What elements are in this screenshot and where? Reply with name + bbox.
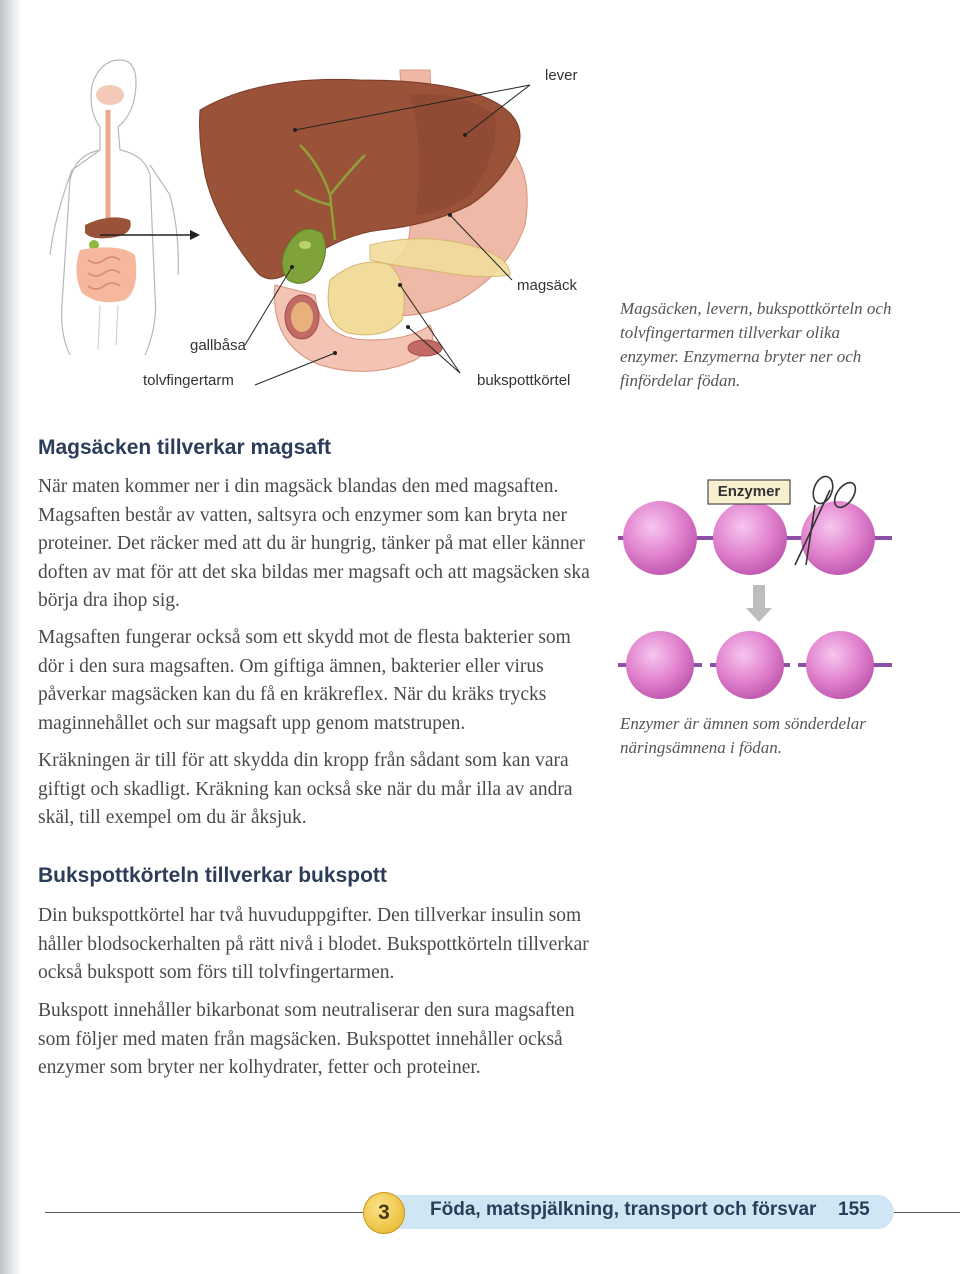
section2-paragraph-1: Din bukspottkörtel har två huvuduppgifter. Den tillverkar insulin som håller blodsockerhalten på rätt nivå i blodet. Bukspottkörteln tillverkar också bukspott som förs till tolvfingertarmen. xyxy=(38,905,589,983)
enzyme-illustration xyxy=(610,470,910,705)
digestive-organs-figure xyxy=(30,55,590,405)
footer-rule-left xyxy=(45,1212,365,1213)
molecule-ball xyxy=(801,501,875,575)
section1-paragraph-3: Kräkningen är till för att skydda din kropp från sådant som kan vara giftigt och skadligt. Kräkning kan också ske när du mår illa av andra skäl, till exempel om du är åksjuk. xyxy=(38,750,573,828)
section1-paragraph-2: Magsaften fungerar också som ett skydd mot de flesta bakterier som dör i den sura magsaften. Om giftiga ämnen, bakterier eller virus påverkar magsäcken kan du få en kräkreflex. När du kräks trycks maginnehållet och sur magsaft upp genom matstrupen. xyxy=(38,627,571,734)
enzymer-label: Enzymer xyxy=(717,483,781,500)
label-magsack: magsäck xyxy=(517,277,578,294)
molecule-ball xyxy=(716,631,784,699)
footer-rule-right xyxy=(893,1212,960,1213)
molecule-ball xyxy=(806,631,874,699)
label-bukspottkortel: bukspottkörtel xyxy=(477,372,571,389)
digestive-organs-illustration xyxy=(30,55,590,405)
label-gallbasa: gallbåsa xyxy=(190,337,246,354)
enzyme-figure-caption: Enzymer är ämnen som sönderdelar näringsämnena i födan. xyxy=(620,714,866,757)
enzyme-figure xyxy=(610,470,910,705)
page-number: 155 xyxy=(838,1199,870,1220)
molecule-ball xyxy=(626,631,694,699)
heading-magsacken: Magsäcken tillverkar magsaft xyxy=(38,436,331,459)
arrow-down-icon xyxy=(753,585,765,609)
label-lever: lever xyxy=(545,67,578,84)
heading-bukspottkorteln: Bukspottkörteln tillverkar bukspott xyxy=(38,864,387,887)
molecule-ball xyxy=(713,501,787,575)
organs-figure-caption: Magsäcken, levern, bukspottkörteln och tolvfingertarmen tillverkar olika enzymer. Enzymerna bryter ner och finfördelar födan. xyxy=(620,299,892,390)
label-tolvfingertarm: tolvfingertarm xyxy=(143,372,234,389)
molecule-ball xyxy=(623,501,697,575)
section1-paragraph-1: När maten kommer ner i din magsäck blandas den med magsaften. Magsaften består av vatten, saltsyra och enzymer som kan bryta ner proteiner. Det räcker med att du är hungrig, tänker på mat eller känner doften av mat för att det ska bildas mer magsaft och att magsäcken ska börja dra ihop sig. xyxy=(38,476,590,611)
page-binding-shadow xyxy=(0,0,22,1274)
chapter-number-badge: 3 xyxy=(363,1192,405,1234)
section2-paragraph-2: Bukspott innehåller bikarbonat som neutraliserar den sura magsaften som följer med maten från magsäcken. Bukspottet innehåller också enzymer som bryter ner kolhydrater, fetter och proteiner. xyxy=(38,1000,575,1078)
chapter-title: Föda, matspjälkning, transport och försvar xyxy=(430,1199,817,1220)
